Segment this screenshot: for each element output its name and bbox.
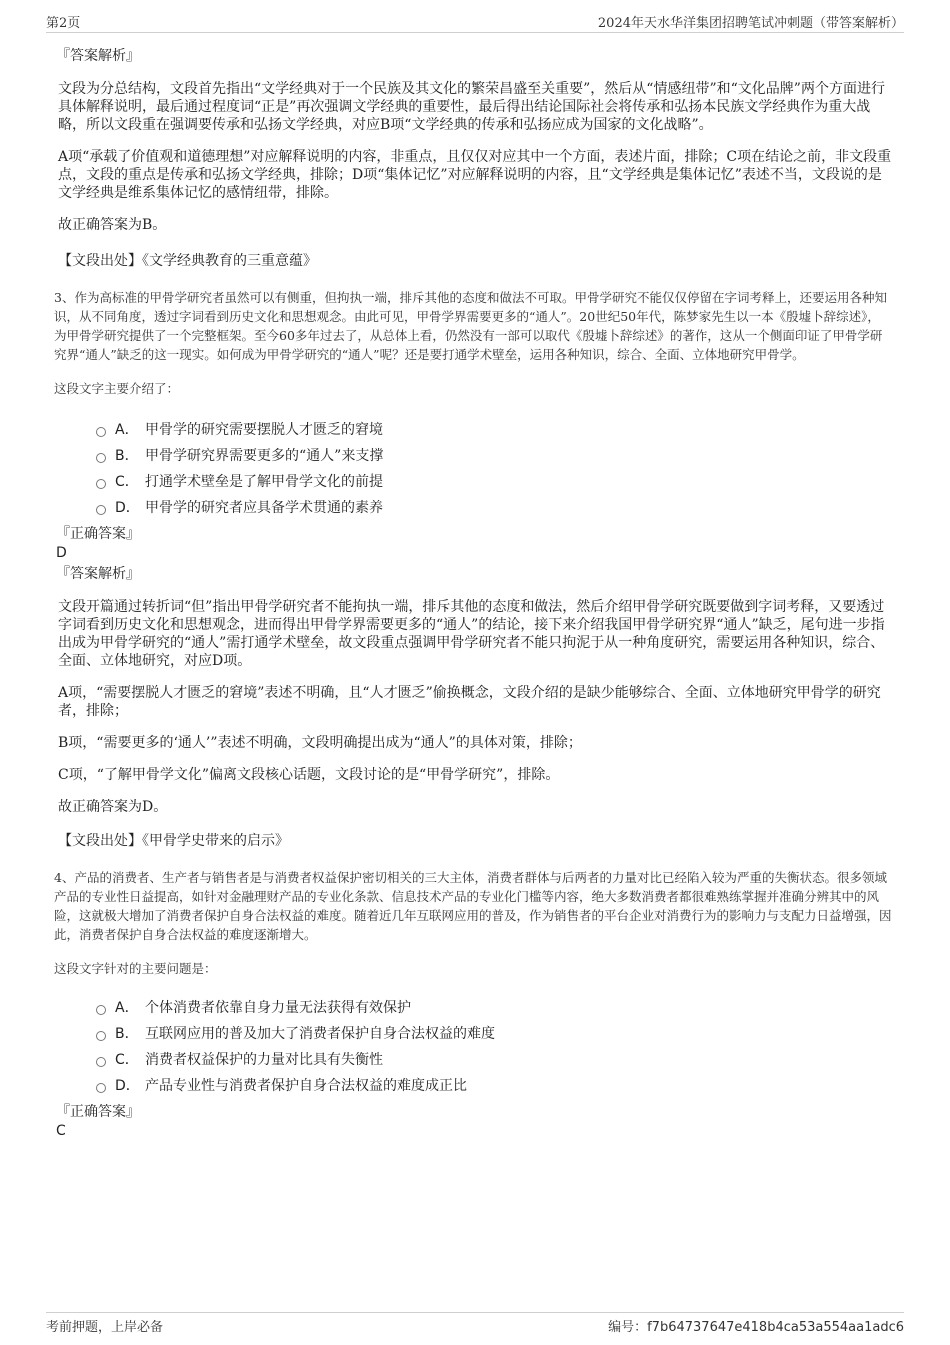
option-a[interactable] [96,416,892,442]
option-c[interactable] [96,1046,892,1072]
option-letter: A． [115,1000,139,1016]
option-text: 打通学术壁垒是了解甲骨学文化的前提 [145,474,383,490]
correct-answer-value: D [56,545,67,561]
question-prompt-3: 这段文字主要介绍了： [54,381,180,396]
radio-icon[interactable] [96,1057,106,1067]
option-text: 甲骨学的研究需要摆脱人才匮乏的窘境 [145,422,383,438]
document-title: 2024年天水华洋集团招聘笔试冲刺题（带答案解析） [597,16,904,31]
source-citation: 【文段出处】《甲骨学史带来的启示》 [58,833,289,849]
document-code [608,1316,904,1335]
option-letter: B． [115,1026,139,1042]
option-letter: B． [115,448,139,464]
radio-icon[interactable] [96,427,106,437]
option-text: 产品专业性与消费者保护自身合法权益的难度成正比 [145,1078,467,1094]
option-text: 甲骨学研究界需要更多的“通人”来支撑 [145,448,384,464]
correct-answer-label: 『正确答案』 [56,526,140,542]
analysis-paragraph: 文段为分总结构，文段首先指出“文学经典对于一个民族及其文化的繁荣昌盛至关重要”，然后从“情感纽带”和“文化品牌”两个方面进行具体解释说明，最后通过程度词“正是”再次强调文学经典的重要性，最后得出结论国际社会将传承和弘扬本民族文学经典作为重大战略，所以文段重在强调要传承和弘扬文学经典，对应B项“文学经典的传承和弘扬应成为国家的文化战略”。 [58,81,885,133]
option-letter: D． [115,1078,140,1094]
option-d[interactable] [96,494,892,520]
option-c[interactable] [96,468,892,494]
question-prompt-4: 这段文字针对的主要问题是： [54,961,217,976]
page-footer [46,1312,904,1335]
footer-slogan: 考前押题，上岸必备 [46,1320,164,1335]
option-letter: C． [115,474,139,490]
option-b[interactable] [96,442,892,468]
question-stem-4: 4、产品的消费者、生产者与销售者是与消费者权益保护密切相关的三大主体，消费者群体与后两者的力量对比已经陷入较为严重的失衡状态。很多领域产品的专业性日益提高，如针对金融理财产品的专业化条款、信息技术产品的专业化门槛等内容，绝大多数消费者都很难熟练掌握并准确分辨其中的风险，这就极大增加了消费者保护自身合法权益的难度。随着近几年互联网应用的普及，作为销售者的平台企业对消费行为的影响力与支配力日益增强，因此，消费者保护自身合法权益的难度逐渐增大。 [54,870,892,942]
radio-icon[interactable] [96,505,106,515]
option-text: 消费者权益保护的力量对比具有失衡性 [145,1052,383,1068]
document-code-label: 编号： [608,1320,648,1335]
analysis-paragraph: B项，“需要更多的‘通人’”表述不明确，文段明确提出成为“通人”的具体对策，排除； [58,735,582,751]
page-header [46,12,904,33]
analysis-paragraph: C项，“了解甲骨学文化”偏离文段核心话题，文段讨论的是“甲骨学研究”，排除。 [58,767,560,783]
options-list-3 [56,416,892,520]
radio-icon[interactable] [96,1005,106,1015]
analysis-label: 『答案解析』 [56,48,140,64]
source-citation: 【文段出处】《文学经典教育的三重意蕴》 [58,253,317,269]
option-letter: A． [115,422,139,438]
analysis-paragraph: 故正确答案为D。 [58,799,168,815]
option-text: 个体消费者依靠自身力量无法获得有效保护 [145,1000,411,1016]
analysis-label: 『答案解析』 [56,566,140,582]
radio-icon[interactable] [96,453,106,463]
page-number: 第2页 [46,16,81,31]
option-letter: D． [115,500,140,516]
correct-answer-label: 『正确答案』 [56,1104,140,1120]
question-stem-3: 3、作为高标准的甲骨学研究者虽然可以有侧重，但拘执一端，排斥其他的态度和做法不可取。甲骨学研究不能仅仅停留在字词考释上，还要运用各种知识，从不同角度，透过字词看到历史文化和思想观念。由此可见，甲骨学界需要更多的“通人”。20世纪50年代，陈梦家先生以一本《殷墟卜辞综述》，为甲骨学研究提供了一个完整框架。至今60多年过去了，从总体上看，仍然没有一部可以取代《殷墟卜辞综述》的著作，这从一个侧面印证了甲骨学研究界“通人”缺乏的这一现实。如何成为甲骨学研究的“通人”呢？还是要打通学术壁垒，运用各种知识，综合、全面、立体地研究甲骨学。 [54,290,887,362]
document-code-value: f7b64737647e418b4ca53a554aa1adc6 [647,1320,904,1335]
analysis-paragraph: A项，“需要摆脱人才匮乏的窘境”表述不明确，且“人才匮乏”偷换概念，文段介绍的是缺少能够综合、全面、立体地研究甲骨学的研究者，排除； [58,685,881,719]
option-b[interactable] [96,1020,892,1046]
option-letter: C． [115,1052,139,1068]
radio-icon[interactable] [96,1083,106,1093]
radio-icon[interactable] [96,1031,106,1041]
option-a[interactable] [96,994,892,1020]
radio-icon[interactable] [96,479,106,489]
page-content [56,46,892,1140]
correct-answer-value: C [56,1123,66,1139]
options-list-4 [56,994,892,1098]
option-d[interactable] [96,1072,892,1098]
analysis-paragraph: 文段开篇通过转折词“但”指出甲骨学研究者不能拘执一端，排斥其他的态度和做法，然后介绍甲骨学研究既要做到字词考释，又要透过字词看到历史文化和思想观念，进而得出甲骨学界需要更多的“通人”的结论，接下来介绍我国甲骨学研究界“通人”缺乏，尾句进一步指出成为甲骨学研究的“通人”需打通学术壁垒，故文段重点强调甲骨学研究者不能只拘泥于从一种角度研究，需要运用各种知识，综合、全面、立体地研究，对应D项。 [58,599,885,669]
option-text: 互联网应用的普及加大了消费者保护自身合法权益的难度 [145,1026,495,1042]
option-text: 甲骨学的研究者应具备学术贯通的素养 [145,500,383,516]
analysis-paragraph: 故正确答案为B。 [58,217,167,233]
analysis-paragraph: A项“承载了价值观和道德理想”对应解释说明的内容，非重点，且仅仅对应其中一个方面，表述片面，排除；C项在结论之前，非文段重点，文段的重点是传承和弘扬文学经典，排除；D项“集体记忆”对应解释说明的内容，且“文学经典是集体记忆”表述不当，文段说的是文学经典是维系集体记忆的感情纽带，排除。 [58,149,892,201]
